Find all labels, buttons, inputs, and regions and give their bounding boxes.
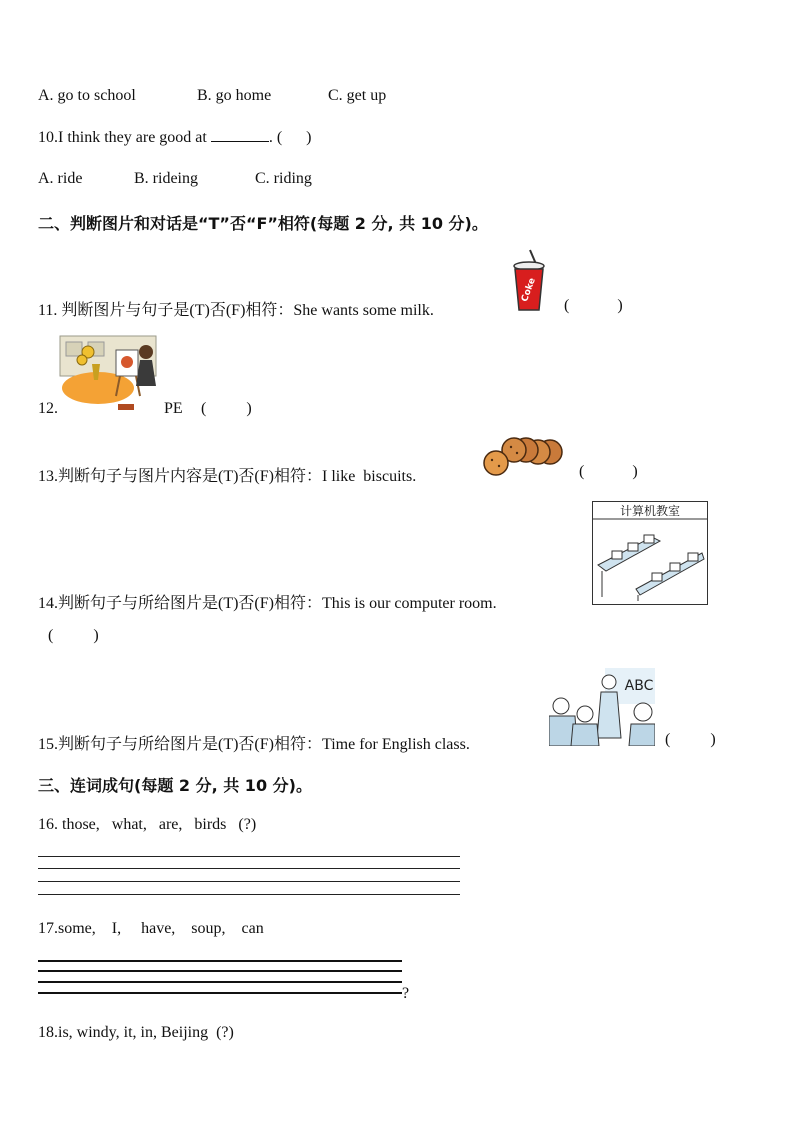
q16-answer-line-3 [38,881,460,882]
q17-question: 17.some, I, have, soup, can [38,920,264,937]
blackboard-text: ABC [624,678,654,694]
q17-end-mark: ? [402,985,410,1002]
q10-option-a: A. ride [38,170,83,187]
cola-cup-icon [510,248,548,314]
q17-answer-line-1 [38,960,402,962]
q12-answer-paren: ( ) [201,400,252,417]
biscuits-icon [482,436,564,478]
q13-question: 13.判断句子与图片内容是(T)否(F)相符：I like biscuits. [38,468,417,485]
q10-suffix: . ( ) [268,129,312,146]
q10-question [38,129,312,147]
q16-answer-line-2 [38,868,460,869]
q12-number: 12. [38,400,58,417]
computer-room-picture [592,501,708,605]
q18-question: 18.is, windy, it, in, Beijing (?) [38,1024,234,1041]
q17-answer-line-4 [38,992,402,994]
painting-girl-icon [58,334,162,414]
q13-answer-paren: ( ) [579,463,638,480]
section-3-heading: 三、连词成句(每题 2 分, 共 10 分)。 [38,776,312,795]
q17-answer-line-3 [38,981,402,983]
q16-answer-line-1 [38,856,460,857]
q16-answer-line-4 [38,894,460,895]
q10-option-c: C. riding [255,170,312,187]
q16-question: 16. those, what, are, birds (?) [38,816,257,833]
q10-prefix: 10.I think they are good at [38,129,211,146]
section-2-heading: 二、判断图片和对话是“T”否“F”相符(每题 2 分, 共 10 分)。 [38,214,488,233]
q11-answer-paren: ( ) [564,297,623,314]
q11-question: 11. 判断图片与句子是(T)否(F)相符：She wants some milk. [38,302,434,319]
computer-room-label: 计算机教室 [619,504,681,518]
q15-answer-paren: ( ) [665,731,716,748]
q14-answer-paren: ( ) [48,627,99,644]
q9-option-c: C. get up [328,87,387,104]
q9-option-b: B. go home [197,87,272,104]
q10-blank [211,140,269,142]
q17-answer-line-2 [38,970,402,972]
q14-question: 14.判断句子与所给图片是(T)否(F)相符：This is our computer room. [38,595,497,612]
q10-option-b: B. rideing [134,170,198,187]
q12-text: PE [164,400,183,417]
svg-text:Coke: Coke [520,276,538,304]
q9-option-a: A. go to school [38,87,136,104]
english-class-picture [549,668,655,746]
q15-question: 15.判断句子与所给图片是(T)否(F)相符：Time for English class. [38,736,470,753]
